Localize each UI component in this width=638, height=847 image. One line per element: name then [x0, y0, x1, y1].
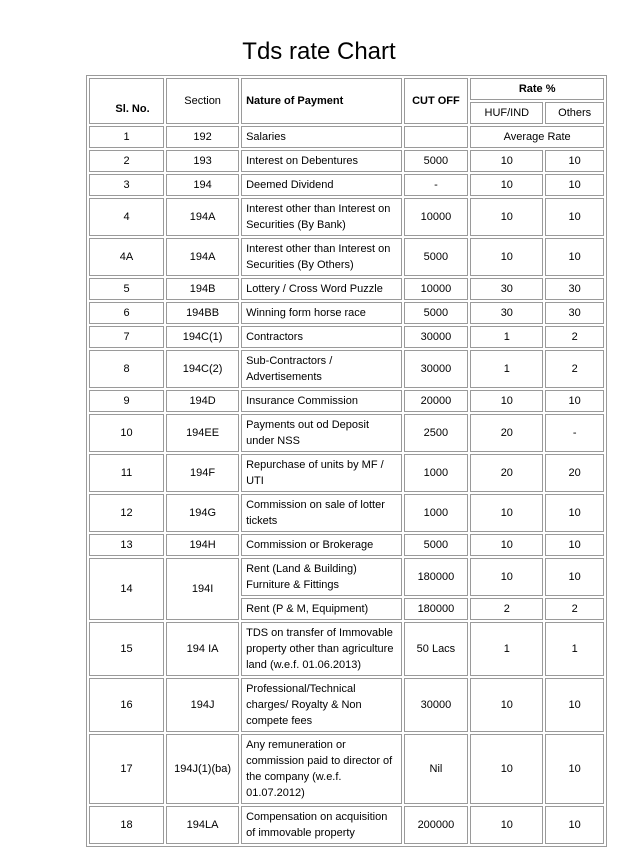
others-cell: 10 — [545, 494, 604, 532]
sl-cell: 16 — [89, 678, 164, 732]
nature-cell: Interest other than Interest on Securities (By Others) — [241, 238, 401, 276]
sl-cell: 10 — [89, 414, 164, 452]
others-cell: 10 — [545, 558, 604, 596]
section-cell: 194F — [166, 454, 239, 492]
others-cell: 10 — [545, 678, 604, 732]
huf-cell: 30 — [470, 302, 543, 324]
section-cell: 194I — [166, 558, 239, 620]
huf-cell: 20 — [470, 414, 543, 452]
section-cell: 194 IA — [166, 622, 239, 676]
section-cell: 194LA — [166, 806, 239, 844]
section-cell: 194J(1)(ba) — [166, 734, 239, 804]
table-row — [89, 278, 604, 300]
nature-cell: Salaries — [241, 126, 401, 148]
table-row — [89, 414, 604, 452]
cutoff-cell: 5000 — [404, 150, 469, 172]
table-row — [89, 494, 604, 532]
table-row — [89, 198, 604, 236]
huf-cell: 10 — [470, 198, 543, 236]
cutoff-cell — [404, 126, 469, 148]
sl-cell: 14 — [89, 558, 164, 620]
table-row — [89, 150, 604, 172]
cutoff-cell: 5000 — [404, 534, 469, 556]
nature-cell: Professional/Technical charges/ Royalty & Non compete fees — [241, 678, 401, 732]
section-cell: 194H — [166, 534, 239, 556]
cutoff-cell: 180000 — [404, 598, 469, 620]
nature-cell: Sub-Contractors / Advertisements — [241, 350, 401, 388]
cutoff-cell: 30000 — [404, 326, 469, 348]
sl-cell: 6 — [89, 302, 164, 324]
average-rate-cell: Average Rate — [470, 126, 604, 148]
huf-cell: 10 — [470, 494, 543, 532]
cutoff-cell: Nil — [404, 734, 469, 804]
table-row — [89, 326, 604, 348]
others-cell: 1 — [545, 622, 604, 676]
huf-cell: 10 — [470, 238, 543, 276]
cutoff-cell: 30000 — [404, 350, 469, 388]
sl-cell: 9 — [89, 390, 164, 412]
others-cell: 10 — [545, 806, 604, 844]
section-cell: 193 — [166, 150, 239, 172]
others-cell: 20 — [545, 454, 604, 492]
others-cell: 30 — [545, 302, 604, 324]
huf-cell: 10 — [470, 174, 543, 196]
cutoff-cell: 20000 — [404, 390, 469, 412]
table-row — [89, 454, 604, 492]
nature-cell: Rent (P & M, Equipment) — [241, 598, 401, 620]
table-row — [89, 238, 604, 276]
others-cell: 10 — [545, 734, 604, 804]
section-cell: 194C(1) — [166, 326, 239, 348]
others-cell: - — [545, 414, 604, 452]
table-row — [89, 174, 604, 196]
others-cell: 10 — [545, 198, 604, 236]
section-cell: 194EE — [166, 414, 239, 452]
cutoff-cell: 10000 — [404, 198, 469, 236]
cutoff-cell: 1000 — [404, 454, 469, 492]
nature-cell: Winning form horse race — [241, 302, 401, 324]
nature-cell: Lottery / Cross Word Puzzle — [241, 278, 401, 300]
huf-cell: 1 — [470, 326, 543, 348]
section-cell: 194D — [166, 390, 239, 412]
others-cell: 10 — [545, 238, 604, 276]
huf-cell: 30 — [470, 278, 543, 300]
cutoff-cell: 5000 — [404, 238, 469, 276]
table-row — [89, 558, 604, 596]
nature-cell: Deemed Dividend — [241, 174, 401, 196]
table-row — [89, 350, 604, 388]
sl-cell: 4 — [89, 198, 164, 236]
sl-cell: 13 — [89, 534, 164, 556]
huf-cell: 2 — [470, 598, 543, 620]
sl-cell: 2 — [89, 150, 164, 172]
huf-cell: 10 — [470, 390, 543, 412]
section-cell: 194A — [166, 238, 239, 276]
sl-cell: 7 — [89, 326, 164, 348]
huf-cell: 10 — [470, 678, 543, 732]
others-cell: 10 — [545, 534, 604, 556]
huf-cell: 10 — [470, 734, 543, 804]
cutoff-cell: 50 Lacs — [404, 622, 469, 676]
sl-cell: 8 — [89, 350, 164, 388]
table-row — [89, 622, 604, 676]
nature-cell: Commission or Brokerage — [241, 534, 401, 556]
nature-cell: Rent (Land & Building) Furniture & Fittings — [241, 558, 401, 596]
huf-cell: 10 — [470, 558, 543, 596]
nature-cell: Repurchase of units by MF / UTI — [241, 454, 401, 492]
header-others: Others — [545, 102, 604, 124]
section-cell: 194C(2) — [166, 350, 239, 388]
sl-cell: 12 — [89, 494, 164, 532]
nature-cell: Interest on Debentures — [241, 150, 401, 172]
table-row — [89, 678, 604, 732]
section-cell: 194A — [166, 198, 239, 236]
huf-cell: 10 — [470, 806, 543, 844]
header-rate: Rate % — [470, 78, 604, 100]
header-section: Section — [166, 78, 239, 124]
sl-cell: 18 — [89, 806, 164, 844]
sl-cell: 11 — [89, 454, 164, 492]
nature-cell: Payments out od Deposit under NSS — [241, 414, 401, 452]
huf-cell: 10 — [470, 534, 543, 556]
sl-cell: 4A — [89, 238, 164, 276]
nature-cell: TDS on transfer of Immovable property other than agriculture land (w.e.f. 01.06.2013) — [241, 622, 401, 676]
section-cell: 194B — [166, 278, 239, 300]
sl-cell: 3 — [89, 174, 164, 196]
sl-cell: 15 — [89, 622, 164, 676]
tds-rate-table — [86, 75, 607, 847]
table-row — [89, 806, 604, 844]
cutoff-cell: 30000 — [404, 678, 469, 732]
sl-cell: 1 — [89, 126, 164, 148]
nature-cell: Compensation on acquisition of immovable property — [241, 806, 401, 844]
cutoff-cell: 2500 — [404, 414, 469, 452]
others-cell: 2 — [545, 326, 604, 348]
section-cell: 194BB — [166, 302, 239, 324]
table-row — [89, 734, 604, 804]
table-row — [89, 126, 604, 148]
table-row — [89, 302, 604, 324]
header-nature: Nature of Payment — [241, 78, 401, 124]
page-title: Tds rate Chart — [242, 38, 396, 65]
others-cell: 2 — [545, 350, 604, 388]
others-cell: 30 — [545, 278, 604, 300]
nature-cell: Interest other than Interest on Securities (By Bank) — [241, 198, 401, 236]
cutoff-cell: 180000 — [404, 558, 469, 596]
section-cell: 192 — [166, 126, 239, 148]
cutoff-cell: 200000 — [404, 806, 469, 844]
huf-cell: 1 — [470, 350, 543, 388]
header-huf: HUF/IND — [470, 102, 543, 124]
section-cell: 194G — [166, 494, 239, 532]
header-sl-no: Sl. No. — [89, 78, 164, 124]
huf-cell: 1 — [470, 622, 543, 676]
nature-cell: Any remuneration or commission paid to director of the company (w.e.f. 01.07.2012) — [241, 734, 401, 804]
sl-cell: 17 — [89, 734, 164, 804]
cutoff-cell: 1000 — [404, 494, 469, 532]
huf-cell: 20 — [470, 454, 543, 492]
section-cell: 194J — [166, 678, 239, 732]
header-cutoff: CUT OFF — [404, 78, 469, 124]
others-cell: 2 — [545, 598, 604, 620]
others-cell: 10 — [545, 150, 604, 172]
table-row — [89, 534, 604, 556]
cutoff-cell: 5000 — [404, 302, 469, 324]
others-cell: 10 — [545, 390, 604, 412]
nature-cell: Commission on sale of lotter tickets — [241, 494, 401, 532]
sl-cell: 5 — [89, 278, 164, 300]
huf-cell: 10 — [470, 150, 543, 172]
table-row — [89, 390, 604, 412]
nature-cell: Insurance Commission — [241, 390, 401, 412]
cutoff-cell: - — [404, 174, 469, 196]
cutoff-cell: 10000 — [404, 278, 469, 300]
section-cell: 194 — [166, 174, 239, 196]
nature-cell: Contractors — [241, 326, 401, 348]
others-cell: 10 — [545, 174, 604, 196]
